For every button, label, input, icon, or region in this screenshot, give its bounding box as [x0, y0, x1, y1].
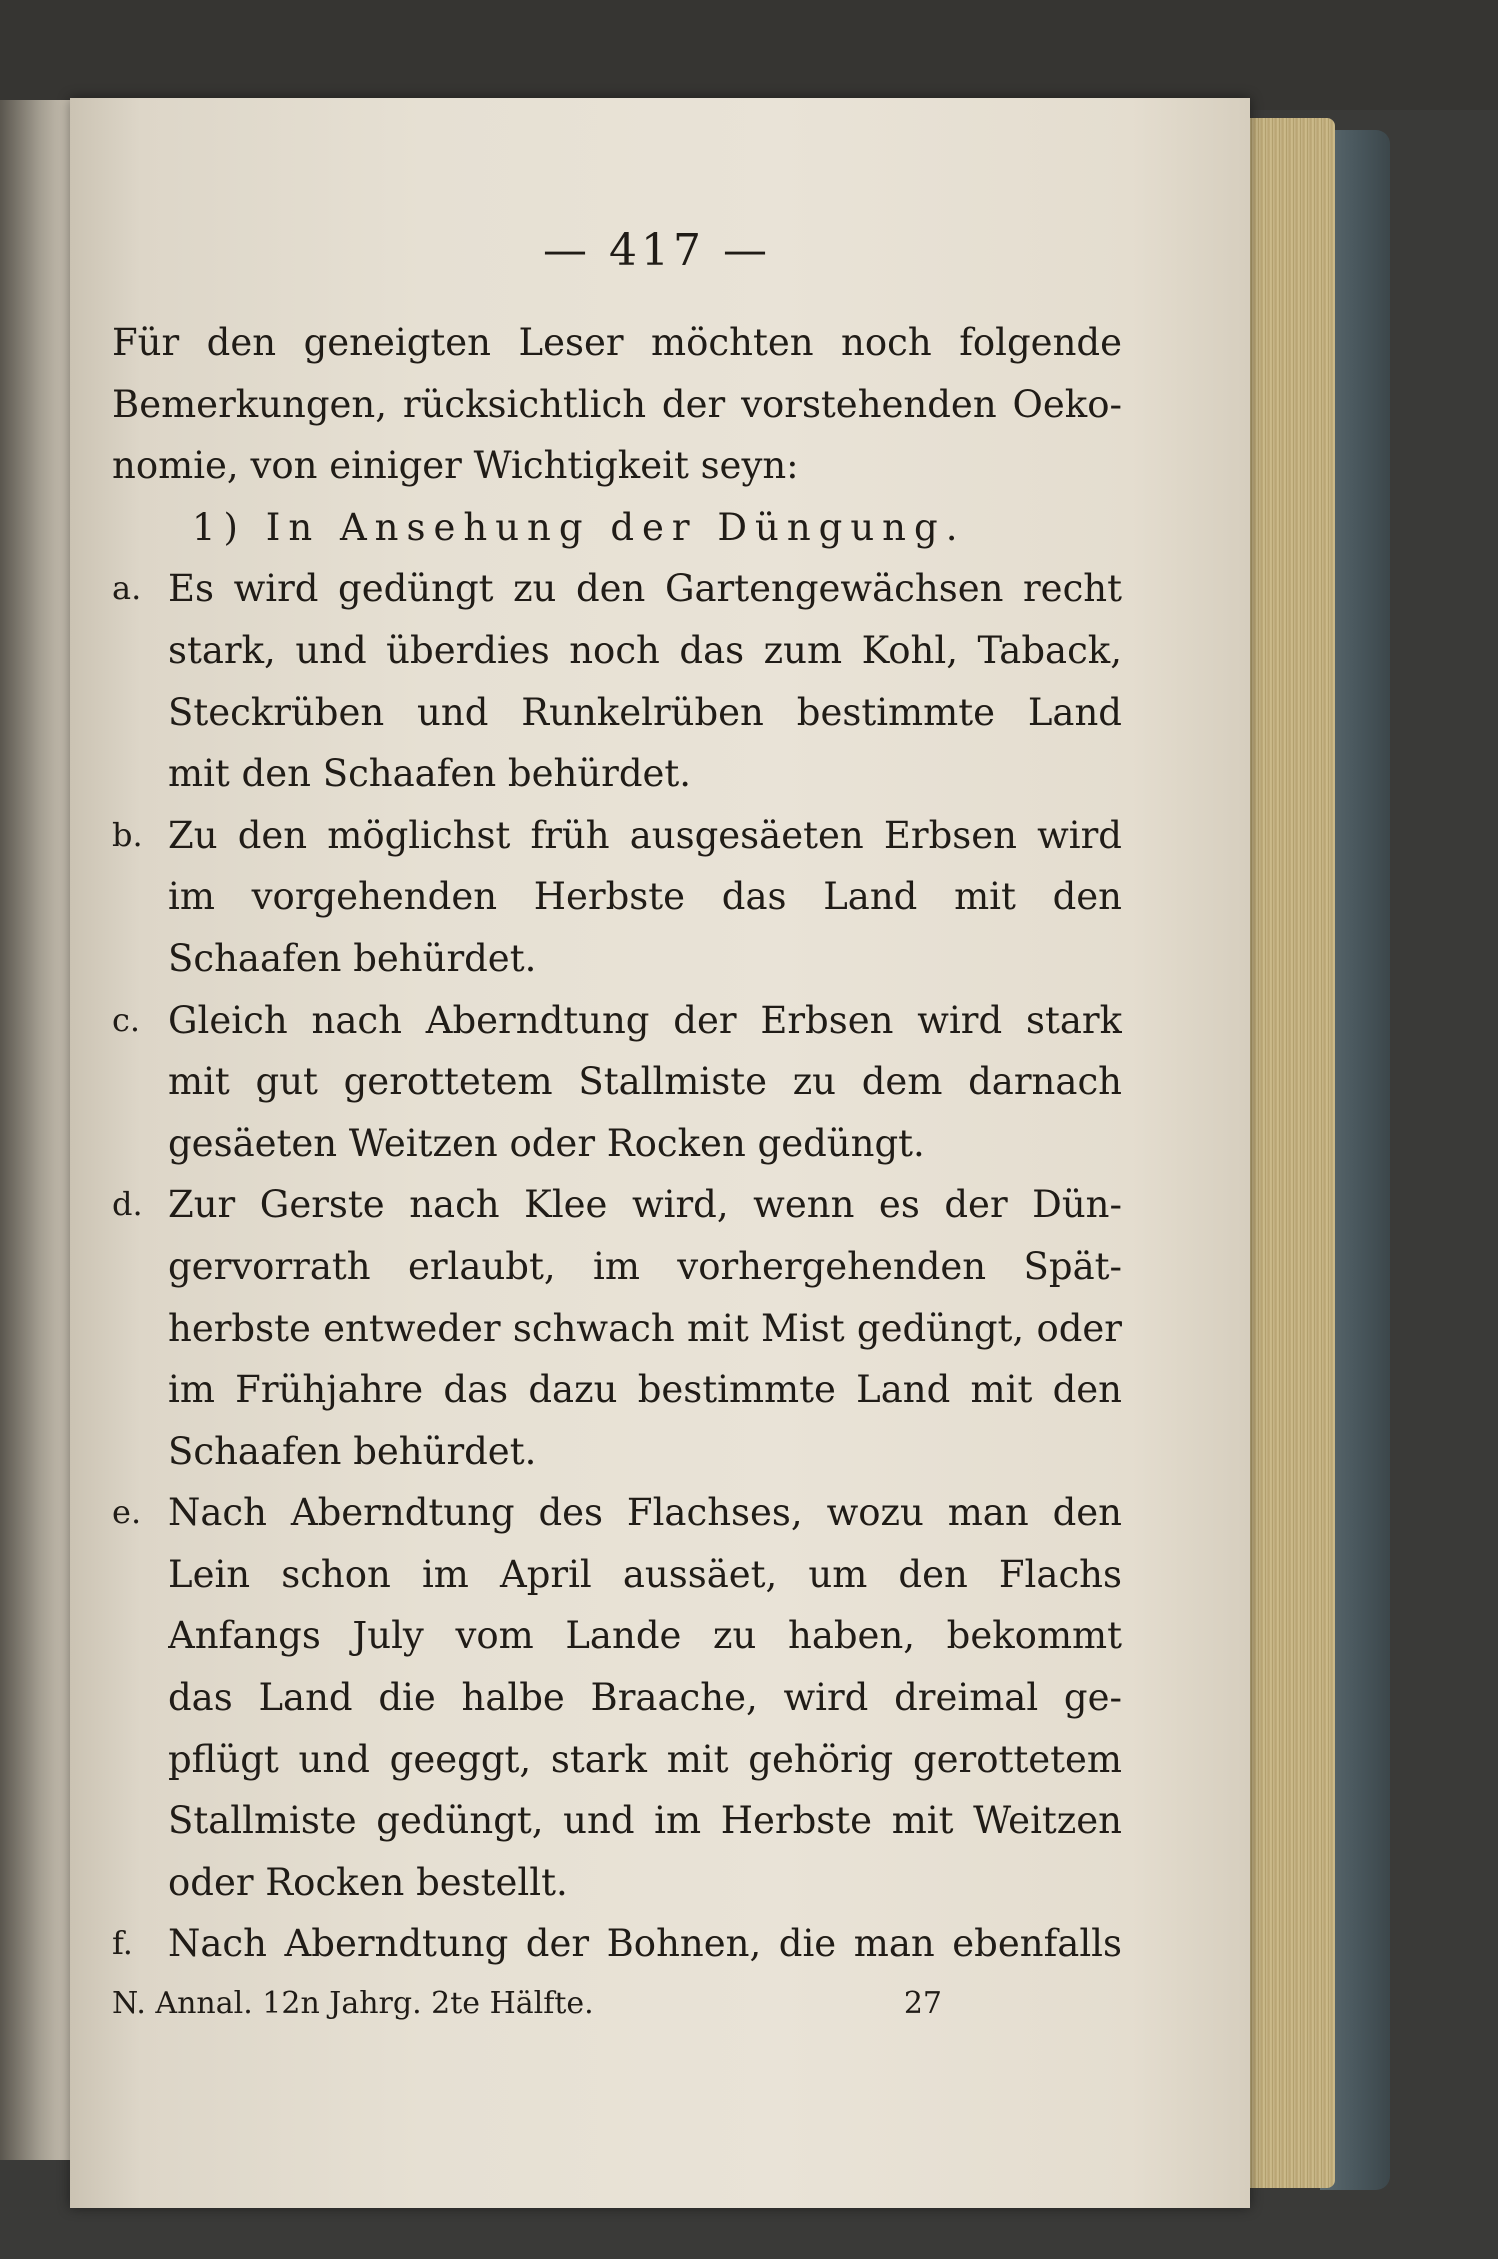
- item-marker: e.: [112, 1493, 142, 1532]
- text-line: nomie, von einiger Wichtigkeit seyn:: [112, 444, 799, 488]
- text-line: Bemerkungen, rücksichtlich der vorstehenden Oeko-: [112, 382, 1122, 426]
- text-line: stark, und überdies noch das zum Kohl, Taback,: [168, 628, 1122, 672]
- text-line: oder Rocken bestellt.: [168, 1860, 568, 1904]
- text-line: Zur Gerste nach Klee wird, wenn es der Dün-: [168, 1183, 1122, 1227]
- page-content: [112, 225, 1122, 2029]
- signature-line: N. Annal. 12n Jahrg. 2te Hälfte.: [112, 1986, 594, 2022]
- list-item-b: [112, 805, 1122, 990]
- text-line: mit den Schaafen behürdet.: [168, 752, 692, 796]
- item-marker: a.: [112, 569, 142, 608]
- intro-paragraph: [112, 312, 1122, 497]
- text-line: Nach Aberndtung des Flachses, wozu man den: [168, 1491, 1122, 1535]
- text-line: pflügt und geeggt, stark mit gehörig gerottetem: [168, 1737, 1122, 1781]
- item-marker: c.: [112, 1000, 141, 1039]
- text-line: gervorrath erlaubt, im vorhergehenden Spät-: [168, 1244, 1122, 1288]
- text-line: Es wird gedüngt zu den Gartengewächsen recht: [168, 567, 1122, 611]
- text-line: Lein schon im April aussäet, um den Flachs: [168, 1552, 1122, 1596]
- text-line: Steckrüben und Runkelrüben bestimmte Land: [168, 690, 1122, 734]
- list-item-a: [112, 558, 1122, 804]
- text-line: herbste entweder schwach mit Mist gedüngt, oder: [168, 1306, 1122, 1350]
- text-line: mit gut gerottetem Stallmiste zu dem darnach: [168, 1060, 1122, 1104]
- text-line: Gleich nach Aberndtung der Erbsen wird stark: [168, 998, 1122, 1042]
- item-marker: d.: [112, 1185, 143, 1224]
- list-item-d: [112, 1174, 1122, 1482]
- background: [0, 0, 1498, 110]
- text-line: gesäeten Weitzen oder Rocken gedüngt.: [168, 1121, 925, 1165]
- item-marker: f.: [112, 1924, 133, 1963]
- text-line: im Frühjahre das dazu bestimmte Land mit den: [168, 1368, 1122, 1412]
- item-marker: b.: [112, 815, 143, 854]
- sheet-number: 27: [903, 1986, 942, 2022]
- list-item-e: [112, 1482, 1122, 1913]
- text-line: Schaafen behürdet.: [168, 936, 537, 980]
- text-line: Schaafen behürdet.: [168, 1429, 537, 1473]
- left-page-edge: [0, 100, 76, 2160]
- text-line: Anfangs July vom Lande zu haben, bekommt: [168, 1614, 1122, 1658]
- list-item-c: [112, 990, 1122, 1175]
- page-number: — 417 —: [543, 225, 771, 276]
- text-line: Stallmiste gedüngt, und im Herbste mit Weitzen: [168, 1799, 1122, 1843]
- text-line: Für den geneigten Leser möchten noch folgende: [112, 321, 1122, 364]
- section-heading: 1) In Ansehung der Düngung.: [192, 505, 966, 549]
- text-line: Nach Aberndtung der Bohnen, die man ebenfalls: [168, 1922, 1122, 1966]
- text-line: das Land die halbe Braache, wird dreimal ge-: [168, 1676, 1122, 1720]
- page-footer: [112, 1979, 1122, 2029]
- list-item-f: [112, 1913, 1122, 1975]
- page-block-edge: [1245, 118, 1335, 2188]
- text-line: im vorgehenden Herbste das Land mit den: [168, 875, 1122, 919]
- text-line: Zu den möglichst früh ausgesäeten Erbsen wird: [168, 813, 1122, 857]
